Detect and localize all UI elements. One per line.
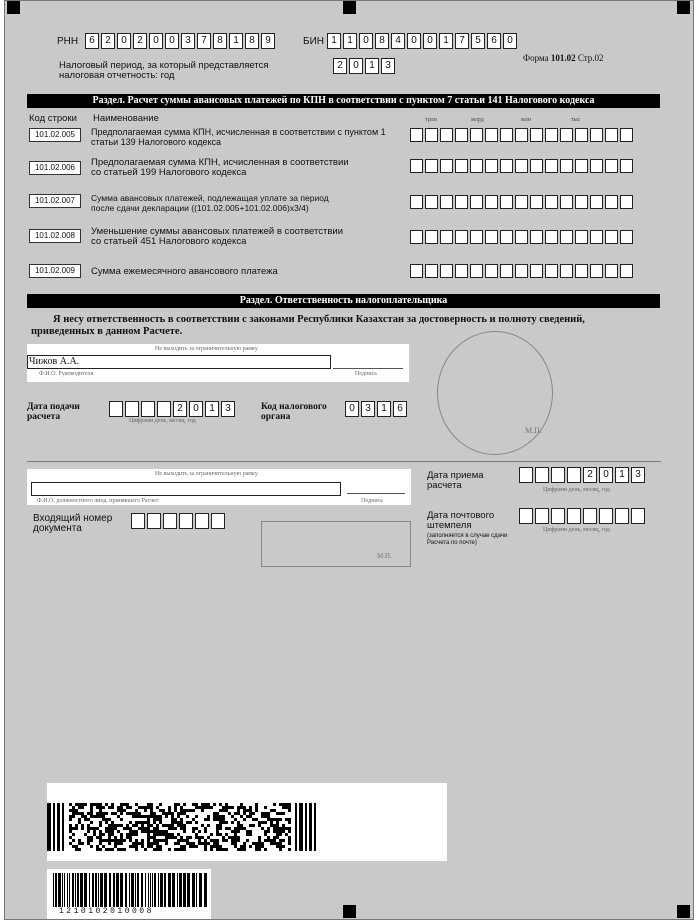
digit-cell[interactable]	[519, 508, 533, 524]
digit-cell[interactable]: 0	[599, 467, 613, 483]
digit-cell[interactable]	[515, 230, 528, 244]
label-line: документа	[33, 523, 82, 534]
digit-cell[interactable]: 0	[407, 33, 421, 49]
scale-label-trillion: трлн	[425, 117, 437, 123]
digit-cell[interactable]: 1	[327, 33, 341, 49]
digit-cell[interactable]: 0	[423, 33, 437, 49]
note-line: (заполняется в случае сдачи	[427, 533, 508, 539]
corner-marker-bottom-center	[343, 905, 356, 918]
digit-cell[interactable]	[567, 467, 581, 483]
label-line: расчета	[427, 480, 462, 491]
digit-cell[interactable]	[440, 195, 453, 209]
digit-cell[interactable]	[410, 159, 423, 173]
digit-cell[interactable]	[455, 128, 468, 142]
col-name-header: Наименование	[93, 113, 159, 124]
receipt-date-label	[427, 471, 484, 491]
amount-cells-101-02-005[interactable]	[410, 128, 633, 142]
corner-marker-top-left	[7, 1, 20, 14]
year-cells	[333, 58, 395, 74]
digit-cell[interactable]	[575, 159, 588, 173]
statement-line: приведенных в данном Расчете.	[31, 326, 183, 337]
digit-cell[interactable]	[631, 508, 645, 524]
digit-cell[interactable]: 2	[173, 401, 187, 417]
digit-cell[interactable]	[620, 195, 633, 209]
digit-cell[interactable]: 2	[333, 58, 347, 74]
frame-hint: Не выходить за ограничительную рамку	[155, 346, 258, 352]
digit-cell[interactable]: 0	[359, 33, 373, 49]
digit-cell[interactable]	[141, 401, 155, 417]
statement-line: Я несу ответственность в соответствии с законами Республики Казахстан за достоверность и полноту сведений,	[53, 314, 585, 325]
label-line: Дата приема	[427, 470, 484, 481]
digit-cell[interactable]: 3	[631, 467, 645, 483]
digit-cell[interactable]	[440, 264, 453, 278]
digit-cell[interactable]: 8	[213, 33, 227, 49]
digit-cell[interactable]: 3	[381, 58, 395, 74]
digit-cell[interactable]	[567, 508, 581, 524]
digit-cell[interactable]	[605, 230, 618, 244]
digit-cell[interactable]	[470, 159, 483, 173]
amount-cells-101-02-009[interactable]	[410, 264, 633, 278]
official-name-field[interactable]	[31, 482, 341, 496]
row-code-101-02-009: 101.02.009	[29, 264, 81, 278]
digit-cell[interactable]	[455, 230, 468, 244]
digit-cell[interactable]: 3	[221, 401, 235, 417]
digit-cell[interactable]	[440, 128, 453, 142]
digit-cell[interactable]	[605, 128, 618, 142]
digit-cell[interactable]	[485, 195, 498, 209]
digit-cell[interactable]	[425, 264, 438, 278]
digit-cell[interactable]	[545, 128, 558, 142]
digit-cell[interactable]	[575, 195, 588, 209]
digit-cell[interactable]	[410, 128, 423, 142]
amount-cells-101-02-006[interactable]	[410, 159, 633, 173]
submit-date-cells[interactable]	[109, 401, 235, 417]
digit-cell[interactable]	[515, 264, 528, 278]
digit-cell[interactable]	[470, 264, 483, 278]
digit-cell[interactable]	[551, 467, 565, 483]
digit-cell[interactable]: 1	[365, 58, 379, 74]
digit-cell[interactable]: 6	[85, 33, 99, 49]
digit-cell[interactable]	[125, 401, 139, 417]
digit-cell[interactable]	[131, 513, 145, 529]
digit-cell[interactable]	[560, 128, 573, 142]
digit-cell[interactable]: 2	[583, 467, 597, 483]
digit-cell[interactable]	[575, 264, 588, 278]
row-label-line: после сдачи декларации ((101.02.005+101.02.006)x3/4)	[91, 202, 309, 213]
incoming-number-cells[interactable]	[131, 513, 225, 529]
label-line: расчета	[27, 412, 61, 422]
digit-cell[interactable]	[410, 264, 423, 278]
row-label-101-02-008	[91, 227, 391, 246]
row-label-line: Сумма авансовых платежей, подлежащая уплате за период	[91, 193, 329, 203]
digit-cell[interactable]	[519, 467, 533, 483]
digit-cell[interactable]	[470, 195, 483, 209]
signature-line	[347, 493, 405, 494]
submit-date-label	[27, 402, 80, 422]
digit-cell[interactable]: 9	[261, 33, 275, 49]
digit-cell[interactable]	[620, 159, 633, 173]
scale-label-billion: млрд	[471, 117, 484, 123]
row-code-101-02-005: 101.02.005	[29, 128, 81, 142]
digit-cell[interactable]	[455, 195, 468, 209]
digit-cell[interactable]	[620, 128, 633, 142]
digit-cell[interactable]	[195, 513, 209, 529]
digit-cell[interactable]: 0	[345, 401, 359, 417]
digit-cell[interactable]: 2	[101, 33, 115, 49]
stamp-label: М.П.	[525, 426, 542, 435]
row-label-101-02-005	[91, 128, 391, 147]
row-label-line: Предполагаемая сумма КПН, исчисленная в соответствии	[91, 157, 349, 168]
postmark-date-label	[427, 511, 494, 531]
digit-cell[interactable]	[605, 159, 618, 173]
digit-cell[interactable]: 1	[377, 401, 391, 417]
digit-cell[interactable]	[530, 230, 543, 244]
digit-cell[interactable]	[620, 264, 633, 278]
digit-cell[interactable]	[535, 508, 549, 524]
row-label-line: Предполагаемая сумма КПН, исчисленная в соответствии с пунктом 1	[91, 127, 386, 137]
digit-cell[interactable]: 3	[181, 33, 195, 49]
digit-cell[interactable]	[485, 230, 498, 244]
digit-cell[interactable]: 2	[133, 33, 147, 49]
digit-cell[interactable]	[515, 159, 528, 173]
amount-cells-101-02-007[interactable]	[410, 195, 633, 209]
digit-cell[interactable]	[545, 230, 558, 244]
digit-cell[interactable]	[590, 159, 603, 173]
barcode-number: 1210102010008	[59, 907, 154, 916]
linear-barcode	[53, 873, 207, 907]
digit-cell[interactable]	[545, 195, 558, 209]
digit-cell[interactable]	[485, 264, 498, 278]
official-stamp-box	[261, 521, 411, 567]
digit-cell[interactable]: 0	[117, 33, 131, 49]
digit-cell[interactable]: 3	[361, 401, 375, 417]
row-label-line: со статьей 199 Налогового кодекса	[91, 166, 247, 178]
digit-cell[interactable]	[590, 264, 603, 278]
tax-org-label	[261, 402, 327, 422]
official-stamp-label: М.П.	[377, 552, 392, 560]
row-label-line: статьи 139 Налогового кодекса	[91, 136, 222, 147]
digit-cell[interactable]	[560, 230, 573, 244]
digit-cell[interactable]: 8	[245, 33, 259, 49]
digit-cell[interactable]	[575, 128, 588, 142]
row-code-101-02-006: 101.02.006	[29, 161, 81, 175]
row-label-line: Сумма ежемесячного авансового платежа	[91, 266, 278, 277]
digit-cell[interactable]	[605, 264, 618, 278]
digit-cell[interactable]	[410, 195, 423, 209]
digit-cell[interactable]: 0	[165, 33, 179, 49]
digit-cell[interactable]: 6	[393, 401, 407, 417]
bin-cells	[327, 33, 517, 49]
rnn-label: РНН	[57, 36, 79, 47]
row-code-101-02-007: 101.02.007	[29, 194, 81, 208]
frame-hint: Не выходить за ограничительную рамку	[155, 471, 258, 477]
digit-cell[interactable]	[530, 159, 543, 173]
digit-cell[interactable]	[410, 230, 423, 244]
page-label: Стр.02	[577, 53, 604, 63]
digit-cell[interactable]	[500, 128, 513, 142]
digit-cell[interactable]	[560, 195, 573, 209]
postmark-note	[427, 533, 507, 546]
digit-cell[interactable]	[615, 508, 629, 524]
digit-cell[interactable]	[163, 513, 177, 529]
digit-cell[interactable]	[470, 230, 483, 244]
digit-cell[interactable]	[455, 264, 468, 278]
section-divider	[27, 461, 661, 462]
label-line: Входящий номер	[33, 513, 113, 524]
receipt-date-cells[interactable]	[519, 467, 645, 483]
official-caption: Ф.И.О. должностного лица, принявшего Расчет	[37, 498, 159, 504]
signature-caption: Подпись	[355, 371, 378, 377]
digit-cell[interactable]: 1	[343, 33, 357, 49]
digit-cell[interactable]	[157, 401, 171, 417]
note-line: Расчета по почте)	[427, 539, 477, 546]
digit-cell[interactable]	[535, 467, 549, 483]
digit-cell[interactable]: 5	[471, 33, 485, 49]
form-number	[523, 53, 604, 63]
digit-cell[interactable]	[599, 508, 613, 524]
col-code-header: Код строки	[29, 113, 77, 124]
digit-cell[interactable]	[470, 128, 483, 142]
period-label-line2: налоговая отчетность: год	[59, 70, 175, 81]
corner-marker-top-center	[343, 1, 356, 14]
digit-cell[interactable]	[530, 264, 543, 278]
digit-cell[interactable]	[455, 159, 468, 173]
digit-cell[interactable]	[583, 508, 597, 524]
digit-cell[interactable]	[620, 230, 633, 244]
digit-cell[interactable]: 7	[455, 33, 469, 49]
digit-cell[interactable]	[590, 230, 603, 244]
digit-cell[interactable]	[515, 128, 528, 142]
form-code: 101.02	[550, 53, 576, 63]
digit-cell[interactable]	[590, 128, 603, 142]
digit-cell[interactable]	[500, 195, 513, 209]
row-label-line: Уменьшение суммы авансовых платежей в соответствии	[91, 226, 344, 237]
label-line: Код налогового	[261, 402, 327, 412]
head-name-field[interactable]: Чижов А.А.	[27, 355, 331, 369]
head-fio-caption: Ф.И.О. Руководителя	[39, 371, 94, 377]
label-line: Дата почтового	[427, 510, 495, 521]
digit-cell[interactable]	[575, 230, 588, 244]
digit-cell[interactable]: 1	[439, 33, 453, 49]
postmark-date-hint: Цифрами день, месяц, год	[543, 527, 610, 533]
digit-cell[interactable]	[551, 508, 565, 524]
label-line: Дата подачи	[27, 402, 80, 412]
label-line: штемпеля	[427, 520, 472, 531]
postmark-date-cells[interactable]	[519, 508, 645, 524]
digit-cell[interactable]	[605, 195, 618, 209]
digit-cell[interactable]	[440, 230, 453, 244]
digit-cell[interactable]: 0	[189, 401, 203, 417]
scale-label-million: млн	[521, 117, 532, 123]
digit-cell[interactable]: 0	[149, 33, 163, 49]
digit-cell[interactable]: 6	[487, 33, 501, 49]
row-label-line: со статьей 451 Налогового кодекса	[91, 235, 247, 247]
digit-cell[interactable]	[425, 128, 438, 142]
digit-cell[interactable]	[179, 513, 193, 529]
digit-cell[interactable]	[530, 195, 543, 209]
digit-cell[interactable]: 1	[229, 33, 243, 49]
row-code-101-02-008: 101.02.008	[29, 229, 81, 243]
signature-caption: Подпись	[361, 498, 384, 504]
bin-label: БИН	[303, 36, 324, 47]
receipt-date-hint: Цифрами день, месяц, год	[543, 487, 610, 493]
digit-cell[interactable]	[425, 159, 438, 173]
label-line: органа	[261, 412, 291, 422]
digit-cell[interactable]	[500, 264, 513, 278]
data-matrix-barcode	[47, 803, 317, 851]
row-label-101-02-007	[91, 194, 391, 213]
digit-cell[interactable]	[545, 264, 558, 278]
section-responsibility-header: Раздел. Ответственность налогоплательщика	[27, 294, 660, 308]
incoming-number-label	[33, 514, 112, 534]
period-label	[59, 61, 269, 81]
digit-cell[interactable]	[211, 513, 225, 529]
row-label-101-02-009	[91, 267, 391, 277]
digit-cell[interactable]: 1	[205, 401, 219, 417]
rnn-cells	[85, 33, 275, 49]
stamp-circle	[437, 331, 553, 455]
digit-cell[interactable]	[147, 513, 161, 529]
digit-cell[interactable]	[530, 128, 543, 142]
tax-org-cells[interactable]	[345, 401, 407, 417]
digit-cell[interactable]	[545, 159, 558, 173]
digit-cell[interactable]	[515, 195, 528, 209]
section-advance-payments-header: Раздел. Расчет суммы авансовых платежей по КПН в соответствии с пунктом 7 статьи 141 Налогового кодекса	[27, 94, 660, 108]
digit-cell[interactable]	[500, 230, 513, 244]
scale-label-thousand: тыс	[571, 117, 581, 123]
digit-cell[interactable]	[590, 195, 603, 209]
form-page	[4, 0, 694, 920]
corner-marker-bottom-right	[677, 905, 690, 918]
digit-cell[interactable]	[560, 264, 573, 278]
signature-line	[333, 368, 403, 369]
digit-cell[interactable]	[485, 128, 498, 142]
digit-cell[interactable]: 8	[375, 33, 389, 49]
digit-cell[interactable]	[560, 159, 573, 173]
digit-cell[interactable]	[485, 159, 498, 173]
digit-cell[interactable]: 0	[503, 33, 517, 49]
digit-cell[interactable]: 7	[197, 33, 211, 49]
digit-cell[interactable]: 4	[391, 33, 405, 49]
submit-date-hint: Цифрами день, месяц, год	[129, 418, 196, 424]
amount-cells-101-02-008[interactable]	[410, 230, 633, 244]
corner-marker-top-right	[677, 1, 690, 14]
digit-cell[interactable]	[425, 195, 438, 209]
row-label-101-02-006	[91, 158, 391, 177]
digit-cell[interactable]	[440, 159, 453, 173]
digit-cell[interactable]	[500, 159, 513, 173]
period-label-line1: Налоговый период, за который представляется	[59, 60, 269, 71]
digit-cell[interactable]: 1	[615, 467, 629, 483]
digit-cell[interactable]	[109, 401, 123, 417]
digit-cell[interactable]	[425, 230, 438, 244]
digit-cell[interactable]: 0	[349, 58, 363, 74]
form-label: Форма	[523, 53, 549, 63]
